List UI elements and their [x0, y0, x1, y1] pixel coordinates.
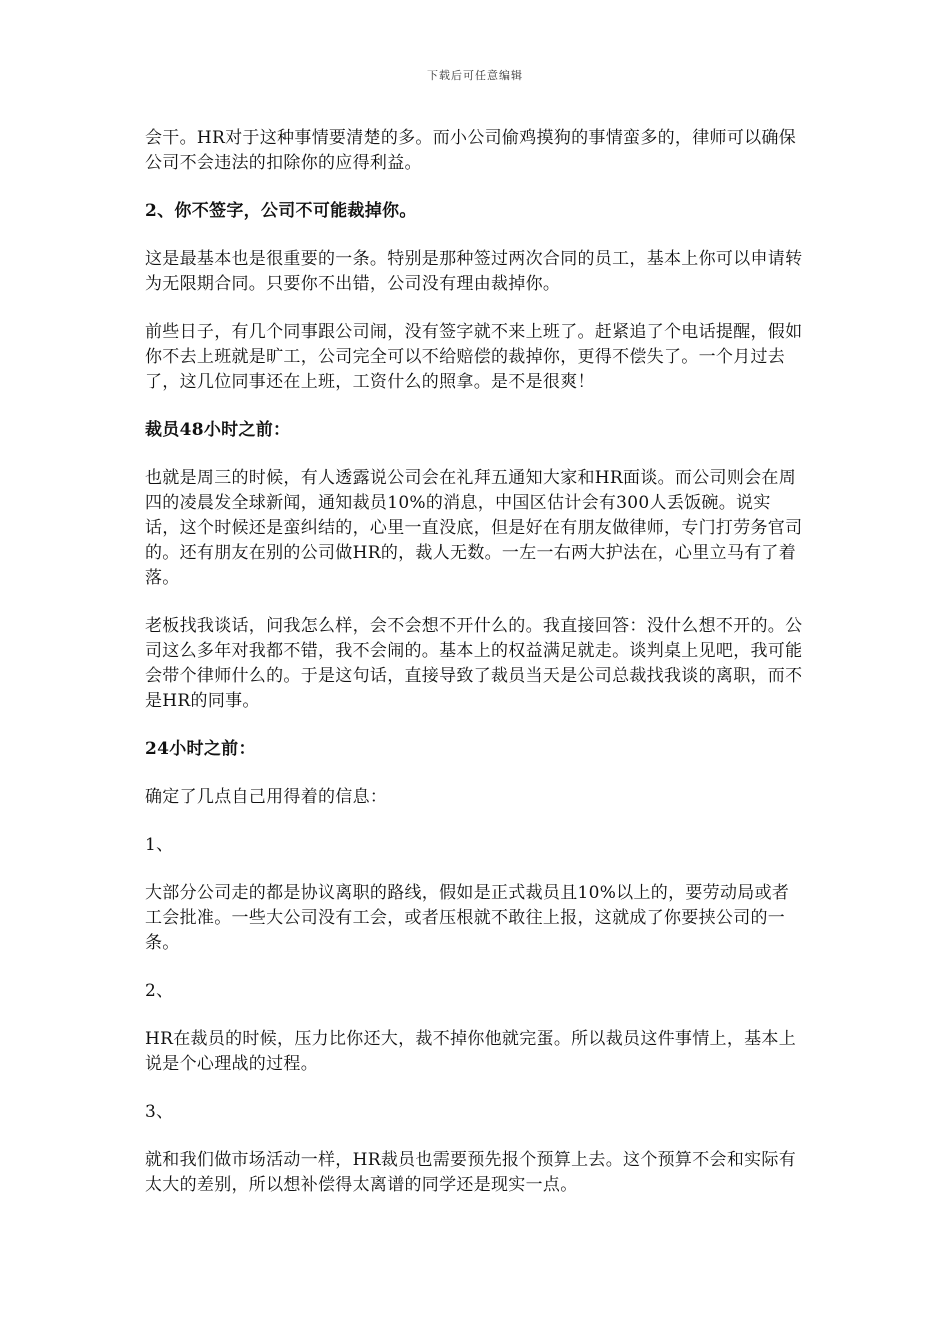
paragraph: 这是最基本也是很重要的一条。特别是那种签过两次合同的员工，基本上你可以申请转为无限期合同。只要你不出错，公司没有理由裁掉你。 [145, 249, 803, 294]
paragraph: 就和我们做市场活动一样，HR裁员也需要预先报个预算上去。这个预算不会和实际有太大的差别，所以想补偿得太离谱的同学还是现实一点。 [145, 1150, 797, 1195]
paragraph: 也就是周三的时候，有人透露说公司会在礼拜五通知大家和HR面谈。而公司则会在周四的凌晨发全球新闻，通知裁员10%的消息，中国区估计会有300人丢饭碗。说实话，这个时候还是蛮纠结的，心里一直没底，但是好在有朋友做律师，专门打劳务官司的。还有朋友在别的公司做HR的，裁人无数。一左一右两大护法在，心里立马有了着落。 [145, 468, 803, 588]
paragraph: 老板找我谈话，问我怎么样，会不会想不开什么的。我直接回答：没什么想不开的。公司这么多年对我都不错，我不会闹的。基本上的权益满足就走。谈判桌上见吧，我可能会带个律师什么的。于是这句话，直接导致了裁员当天是公司总裁找我谈的离职，而不是HR的同事。 [145, 616, 803, 711]
list-number: 1、 [145, 835, 174, 855]
paragraph: 确定了几点自己用得着的信息： [145, 787, 388, 807]
paragraph: HR在裁员的时候，压力比你还大，裁不掉你他就完蛋。所以裁员这件事情上，基本上说是个心理战的过程。 [145, 1029, 797, 1074]
list-number: 3、 [145, 1102, 174, 1122]
paragraph: 大部分公司走的都是协议离职的路线，假如是正式裁员且10%以上的，要劳动局或者工会批准。一些大公司没有工会，或者压根就不敢往上报，这就成了你要挟公司的一条。 [145, 883, 790, 953]
paragraph: 会干。HR对于这种事情要清楚的多。而小公司偷鸡摸狗的事情蛮多的，律师可以确保公司不会违法的扣除你的应得利益。 [145, 128, 797, 173]
list-number: 2、 [145, 981, 174, 1001]
paragraph: 前些日子，有几个同事跟公司闹，没有签字就不来上班了。赶紧追了个电话提醒，假如你不去上班就是旷工，公司完全可以不给赔偿的裁掉你，更得不偿失了。一个月过去了，这几位同事还在上班，工资什么的照拿。是不是很爽！ [145, 322, 803, 392]
page-header: 下载后可任意编辑 [427, 69, 523, 82]
section-heading: 24小时之前： [145, 739, 256, 759]
section-heading: 裁员48小时之前： [145, 420, 291, 440]
section-heading: 2、你不签字，公司不可能裁掉你。 [145, 201, 417, 221]
document-body [145, 126, 805, 1221]
